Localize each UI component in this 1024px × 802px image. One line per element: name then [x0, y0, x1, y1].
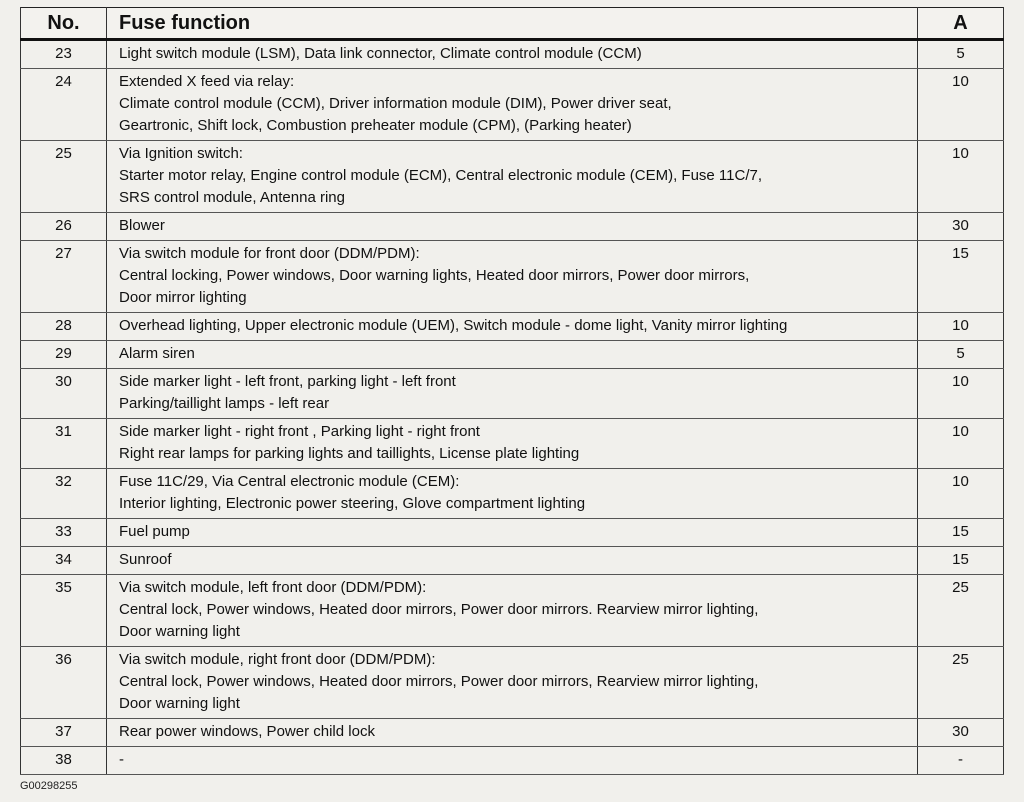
fuse-function-line: Sunroof	[119, 551, 172, 568]
fuse-function-line: Door warning light	[119, 695, 240, 712]
fuse-function	[107, 213, 918, 241]
fuse-number: 33	[21, 519, 107, 547]
fuse-number: 30	[21, 369, 107, 419]
fuse-function-line: Extended X feed via relay:	[119, 73, 295, 90]
table-row	[21, 241, 1004, 313]
fuse-function-line: Via switch module for front door (DDM/PDM):	[119, 245, 420, 262]
fuse-amperage: 30	[918, 719, 1004, 747]
column-header-amp: A	[918, 8, 1004, 40]
fuse-function	[107, 313, 918, 341]
fuse-function	[107, 547, 918, 575]
fuse-function-line: Right rear lamps for parking lights and taillights, License plate lighting	[119, 445, 580, 462]
fuse-table-body	[21, 40, 1004, 775]
fuse-number: 36	[21, 647, 107, 719]
fuse-function-line: Door warning light	[119, 623, 240, 640]
fuse-amperage: 5	[918, 341, 1004, 369]
fuse-number: 27	[21, 241, 107, 313]
fuse-function	[107, 419, 918, 469]
fuse-number: 38	[21, 747, 107, 775]
fuse-function-line: Via switch module, left front door (DDM/PDM):	[119, 579, 427, 596]
table-row	[21, 69, 1004, 141]
fuse-function-line: Central lock, Power windows, Heated door mirrors, Power door mirrors. Rearview mirror lighting,	[119, 601, 759, 618]
fuse-amperage: 10	[918, 141, 1004, 213]
table-row	[21, 419, 1004, 469]
fuse-function-line: Via Ignition switch:	[119, 145, 243, 162]
fuse-number: 28	[21, 313, 107, 341]
fuse-number: 32	[21, 469, 107, 519]
table-row	[21, 547, 1004, 575]
fuse-function	[107, 519, 918, 547]
table-row	[21, 40, 1004, 69]
fuse-function	[107, 469, 918, 519]
fuse-function-line: Light switch module (LSM), Data link connector, Climate control module (CCM)	[119, 45, 642, 62]
table-row	[21, 647, 1004, 719]
table-row	[21, 213, 1004, 241]
fuse-amperage: 10	[918, 69, 1004, 141]
fuse-function-line: Geartronic, Shift lock, Combustion preheater module (CPM), (Parking heater)	[119, 117, 632, 134]
table-row	[21, 141, 1004, 213]
table-row	[21, 719, 1004, 747]
table-row	[21, 747, 1004, 775]
figure-id: G00298255	[20, 780, 78, 792]
fuse-number: 25	[21, 141, 107, 213]
fuse-amperage: 10	[918, 419, 1004, 469]
fuse-amperage: 30	[918, 213, 1004, 241]
fuse-function-line: Central locking, Power windows, Door warning lights, Heated door mirrors, Power door mirrors,	[119, 267, 750, 284]
fuse-amperage: 15	[918, 547, 1004, 575]
table-row	[21, 313, 1004, 341]
fuse-table	[20, 7, 1004, 775]
fuse-function-line: Starter motor relay, Engine control module (ECM), Central electronic module (CEM), Fuse 11C/7,	[119, 167, 763, 184]
header-row	[21, 8, 1004, 40]
fuse-function	[107, 647, 918, 719]
table-row	[21, 575, 1004, 647]
fuse-function-line: Climate control module (CCM), Driver information module (DIM), Power driver seat,	[119, 95, 672, 112]
table-row	[21, 341, 1004, 369]
fuse-amperage: 10	[918, 313, 1004, 341]
fuse-number: 26	[21, 213, 107, 241]
fuse-number: 23	[21, 40, 107, 69]
fuse-number: 35	[21, 575, 107, 647]
column-header-function: Fuse function	[107, 8, 918, 40]
fuse-amperage: 15	[918, 519, 1004, 547]
fuse-number: 31	[21, 419, 107, 469]
fuse-amperage: 10	[918, 469, 1004, 519]
table-row	[21, 369, 1004, 419]
fuse-function-line: Via switch module, right front door (DDM/PDM):	[119, 651, 436, 668]
table-row	[21, 469, 1004, 519]
fuse-number: 37	[21, 719, 107, 747]
fuse-function	[107, 141, 918, 213]
fuse-function-line: Parking/taillight lamps - left rear	[119, 395, 330, 412]
fuse-amperage: 15	[918, 241, 1004, 313]
fuse-number: 29	[21, 341, 107, 369]
fuse-function	[107, 575, 918, 647]
fuse-amperage: 5	[918, 40, 1004, 69]
fuse-function-line: Side marker light - right front , Parking light - right front	[119, 423, 480, 440]
fuse-function-line: Overhead lighting, Upper electronic module (UEM), Switch module - dome light, Vanity mirror lighting	[119, 317, 788, 334]
fuse-function	[107, 719, 918, 747]
fuse-amperage: 10	[918, 369, 1004, 419]
table-row	[21, 519, 1004, 547]
fuse-function-line: -	[119, 751, 124, 768]
fuse-function-line: Fuel pump	[119, 523, 190, 540]
fuse-function	[107, 341, 918, 369]
fuse-amperage: -	[918, 747, 1004, 775]
fuse-function-line: Central lock, Power windows, Heated door mirrors, Power door mirrors, Rearview mirror lighting,	[119, 673, 759, 690]
fuse-function-line: Rear power windows, Power child lock	[119, 723, 375, 740]
fuse-function	[107, 241, 918, 313]
fuse-number: 34	[21, 547, 107, 575]
fuse-function	[107, 40, 918, 69]
fuse-amperage: 25	[918, 647, 1004, 719]
fuse-function	[107, 69, 918, 141]
fuse-function	[107, 747, 918, 775]
column-header-no: No.	[21, 8, 107, 40]
fuse-function	[107, 369, 918, 419]
fuse-function-line: Alarm siren	[119, 345, 195, 362]
fuse-function-line: Side marker light - left front, parking light - left front	[119, 373, 456, 390]
fuse-function-line: Fuse 11C/29, Via Central electronic module (CEM):	[119, 473, 460, 490]
fuse-function-line: SRS control module, Antenna ring	[119, 189, 345, 206]
fuse-number: 24	[21, 69, 107, 141]
fuse-function-line: Blower	[119, 217, 165, 234]
fuse-function-line: Door mirror lighting	[119, 289, 247, 306]
fuse-function-line: Interior lighting, Electronic power steering, Glove compartment lighting	[119, 495, 586, 512]
fuse-amperage: 25	[918, 575, 1004, 647]
